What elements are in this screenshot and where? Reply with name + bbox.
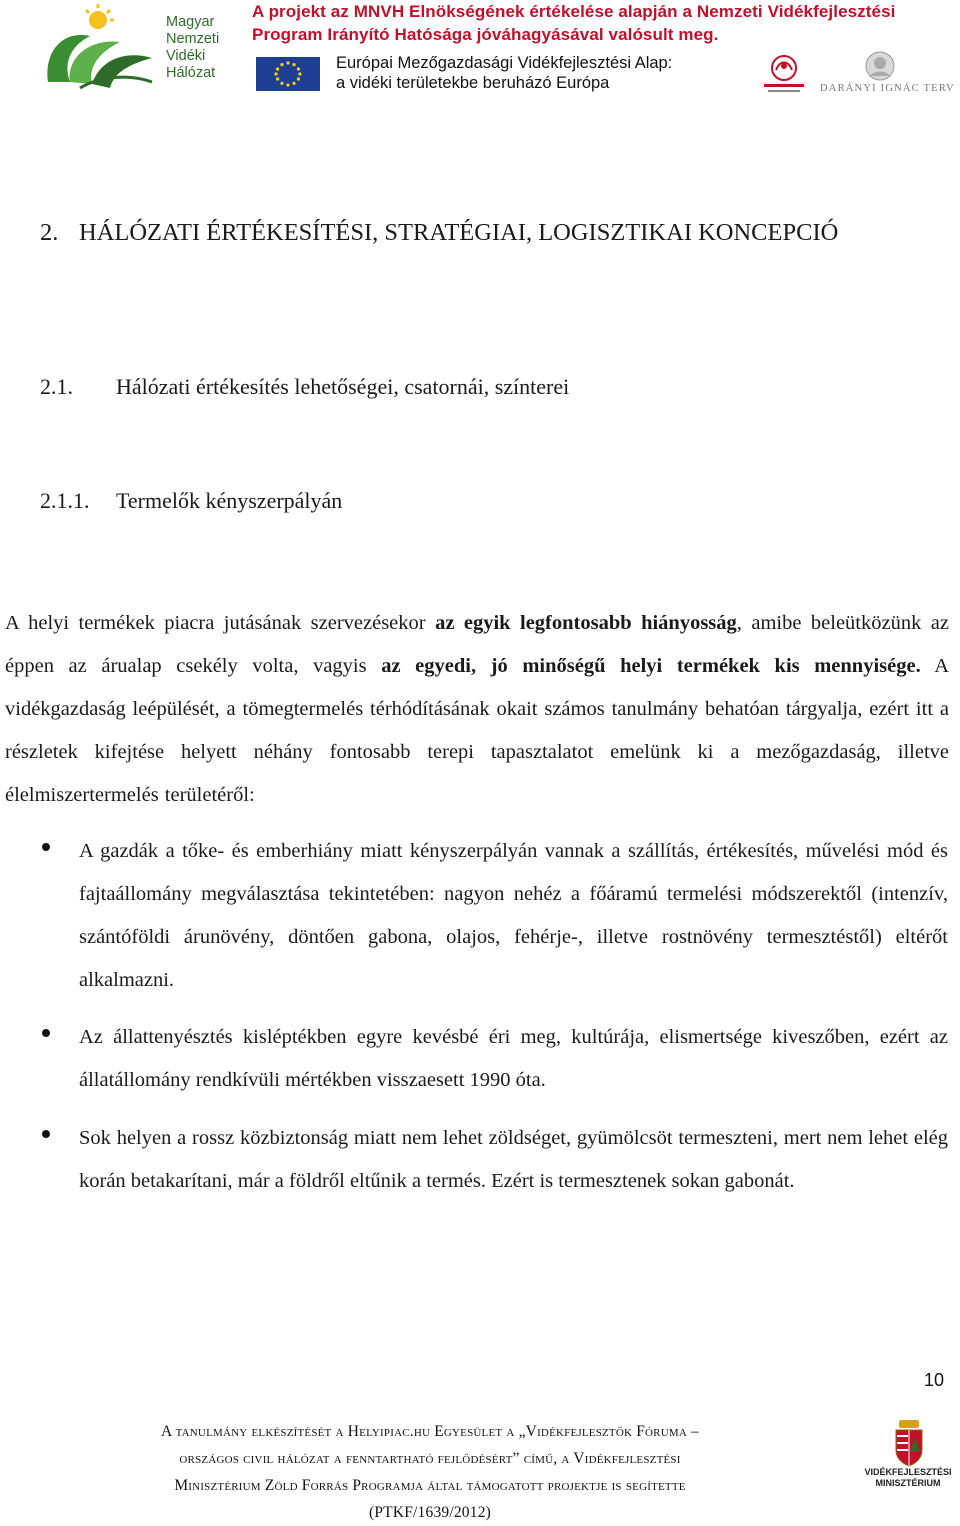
footer-line-3: Minisztérium Zöld Forrás Programja által támogatott projektje is segítette	[174, 1477, 686, 1494]
project-statement-line-2: Program Irányító Hatósága jóváhagyásával valósult meg.	[252, 25, 719, 44]
paragraph-bold-text: az egyik legfontosabb hiányosság	[435, 612, 737, 634]
page-number: 10	[924, 1370, 945, 1390]
mnvh-leaf-logo	[40, 2, 160, 94]
mnvh-logo-line: Hálózat	[166, 65, 216, 81]
body-paragraph	[5, 602, 949, 817]
mnvh-logo-line: Magyar	[166, 14, 215, 30]
page-header	[0, 0, 960, 110]
footer-line-1: A tanulmány elkészítését a Helyipiac.hu Egyesület a „Vidékfejlesztők Fóruma –	[160, 1423, 700, 1440]
eafrd-line-1: Európai Mezőgazdasági Vidékfejlesztési Alap:	[336, 54, 673, 72]
chapter-title: HÁLÓZATI ÉRTÉKESÍTÉSI, STRATÉGIAI, LOGISZTIKAI KONCEPCIÓ	[79, 219, 839, 246]
subsection-heading	[40, 488, 343, 514]
list-item-text: Az állattenyésztés kisléptékben egyre kevésbé éri meg, kultúrája, elismertsége kiveszőben, ezért az állatállomány rendkívüli mértékben visszaesett 1990 óta.	[79, 1026, 948, 1091]
section-number: 2.1.	[40, 374, 73, 399]
bullet-icon	[42, 843, 50, 851]
uj-magyarorszag-logo	[758, 52, 810, 98]
eu-flag-icon	[256, 57, 320, 91]
paragraph-text: A vidékgazdaság leépülését, a tömegtermelés térhódításának okait számos tanulmány behatóan tárgyalja, ezért itt a részletek kifejtése helyett néhány fontosabb terepi tapasztalatot emelünk ki a mezőgazdaság, illetve élelmiszertermelés területéről:	[5, 655, 949, 806]
section-heading	[40, 374, 570, 400]
bullet-icon	[42, 1130, 50, 1138]
project-statement-line-1: A projekt az MNVH Elnökségének értékelése alapján a Nemzeti Vidékfejlesztési	[252, 2, 896, 21]
mnvh-logo-text	[166, 14, 219, 82]
chapter-number: 2.	[40, 219, 59, 246]
darany-ignac-terv-text: DARÁNYI IGNÁC TERV	[820, 83, 955, 94]
eafrd-line-2: a vidéki területekbe beruházó Európa	[336, 74, 610, 92]
section-title: Hálózati értékesítés lehetőségei, csatornái, színterei	[116, 374, 570, 399]
paragraph-text: A helyi termékek piacra jutásának szervezésekor	[5, 612, 436, 634]
ministry-logo-text	[858, 1467, 958, 1489]
page-footer	[30, 1418, 830, 1526]
ministry-name-line: VIDÉKFEJLESZTÉSI	[864, 1467, 952, 1477]
footer-project-code: (PTKF/1639/2012)	[368, 1504, 492, 1521]
ministry-name-line: MINISZTÉRIUM	[875, 1478, 941, 1488]
subsection-number: 2.1.1.	[40, 488, 90, 513]
paragraph-text: , amibe beleütközünk az éppen az árualap csekély volta, vagyis	[5, 612, 949, 677]
footer-line-2: országos civil hálózat a fenntartható fejlődésért” című, a Vidékfejlesztési	[179, 1450, 681, 1467]
mnvh-logo-line: Nemzeti	[166, 31, 220, 47]
list-item-text: Sok helyen a rossz közbiztonság miatt nem lehet zöldséget, gyümölcsöt termeszteni, mert nem lehet elég korán betakarítani, már a földről eltűnik a termés. Ezért is termesztenek sokan gabonát.	[79, 1127, 948, 1192]
mnvh-logo-line: Vidéki	[166, 48, 206, 64]
subsection-title: Termelők kényszerpályán	[116, 488, 343, 513]
paragraph-bold-text: az egyedi, jó minőségű helyi termékek kis mennyisége.	[381, 655, 921, 677]
list-item-text: A gazdák a tőke- és emberhiány miatt kényszerpályán vannak a szállítás, értékesítés, művelési mód és fajtaállomány megválasztása tekintetében: nagyon nehéz a főáramú termelési módszerektől (intenzív, szántóföldi árunövény, döntően gabona, olajos, fehérje-, illetve rostnövény termesztéstől) eltérőt alkalmazni.	[79, 840, 948, 991]
bullet-icon	[42, 1029, 50, 1037]
